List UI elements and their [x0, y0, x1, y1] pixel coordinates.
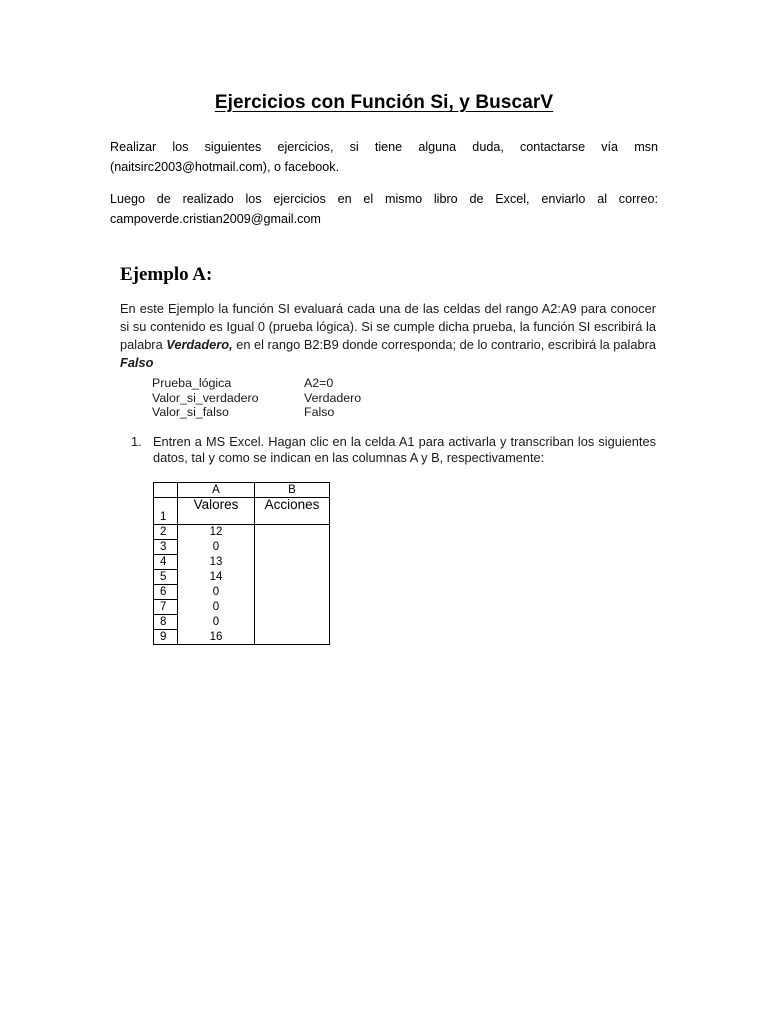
argument-row	[152, 391, 361, 406]
row-number: 5	[154, 570, 178, 585]
row-number: 7	[154, 600, 178, 615]
step-text: Entren a MS Excel. Hagan clic en la celda A1 para activarla y transcriban los siguientes datos, tal y como se indican en las columnas A y B, respectivamente:	[153, 434, 656, 465]
step-number: 1.	[131, 434, 142, 449]
argument-value: Falso	[304, 405, 335, 419]
table-row	[154, 555, 330, 570]
row-number: 2	[154, 525, 178, 540]
cell-a: 0	[178, 585, 255, 600]
cell-b	[255, 555, 330, 570]
table-row	[154, 498, 330, 525]
argument-name: Prueba_lógica	[152, 376, 232, 390]
column-header-b: B	[255, 483, 330, 498]
column-header-a: A	[178, 483, 255, 498]
cell-b: Acciones	[255, 498, 330, 525]
example-bold-falso: Falso	[120, 355, 154, 370]
example-text-part-1: En este Ejemplo la función SI evaluará cada una de las celdas del rango A2:A9 para conocer si su contenido es Igual 0 (prueba lógica). Si se cumple dicha prueba, la función SI escribirá la palabra	[120, 301, 656, 352]
cell-b	[255, 525, 330, 540]
table-row	[154, 630, 330, 645]
function-arguments	[152, 376, 361, 420]
cell-a: 0	[178, 540, 255, 555]
intro-paragraph-contact: Realizar los siguientes ejercicios, si tiene alguna duda, contactarse vía msn (naitsirc2003@hotmail.com), o facebook.	[110, 140, 658, 174]
cell-a: 12	[178, 525, 255, 540]
row-number: 8	[154, 615, 178, 630]
cell-b	[255, 630, 330, 645]
argument-row	[152, 376, 361, 391]
cell-a: Valores	[178, 498, 255, 525]
cell-a: 14	[178, 570, 255, 585]
spreadsheet-table	[153, 482, 330, 645]
argument-name: Valor_si_verdadero	[152, 390, 259, 405]
cell-b	[255, 585, 330, 600]
cell-a: 0	[178, 600, 255, 615]
argument-name: Valor_si_falso	[152, 405, 229, 419]
table-row	[154, 615, 330, 630]
example-title: Ejemplo A:	[120, 264, 213, 285]
cell-b	[255, 615, 330, 630]
argument-value: A2=0	[304, 376, 334, 390]
cell-b	[255, 600, 330, 615]
row-number: 6	[154, 585, 178, 600]
row-number: 3	[154, 540, 178, 555]
argument-row	[152, 405, 361, 420]
table-row	[154, 585, 330, 600]
example-text-part-2: en el rango B2:B9 donde corresponda; de lo contrario, escribirá la palabra	[232, 337, 657, 352]
page-title: Ejercicios con Función Si, y BuscarV	[214, 92, 554, 113]
cell-b	[255, 540, 330, 555]
argument-value: Verdadero	[304, 390, 362, 405]
cell-a: 16	[178, 630, 255, 645]
intro-paragraph-submission: Luego de realizado los ejercicios en el mismo libro de Excel, enviarlo al correo: campoverde.cristian2009@gmail.com	[110, 192, 658, 226]
example-bold-verdadero: Verdadero,	[166, 337, 233, 352]
cell-a: 13	[178, 555, 255, 570]
row-number: 1	[154, 498, 178, 525]
cell-a: 0	[178, 615, 255, 630]
table-row	[154, 540, 330, 555]
column-header-row	[154, 483, 330, 498]
example-description	[120, 300, 656, 372]
step-1	[131, 434, 656, 466]
cell-b	[255, 570, 330, 585]
corner-cell	[154, 483, 178, 498]
row-number: 4	[154, 555, 178, 570]
table-row	[154, 600, 330, 615]
table-row	[154, 570, 330, 585]
row-number: 9	[154, 630, 178, 645]
table-row	[154, 525, 330, 540]
